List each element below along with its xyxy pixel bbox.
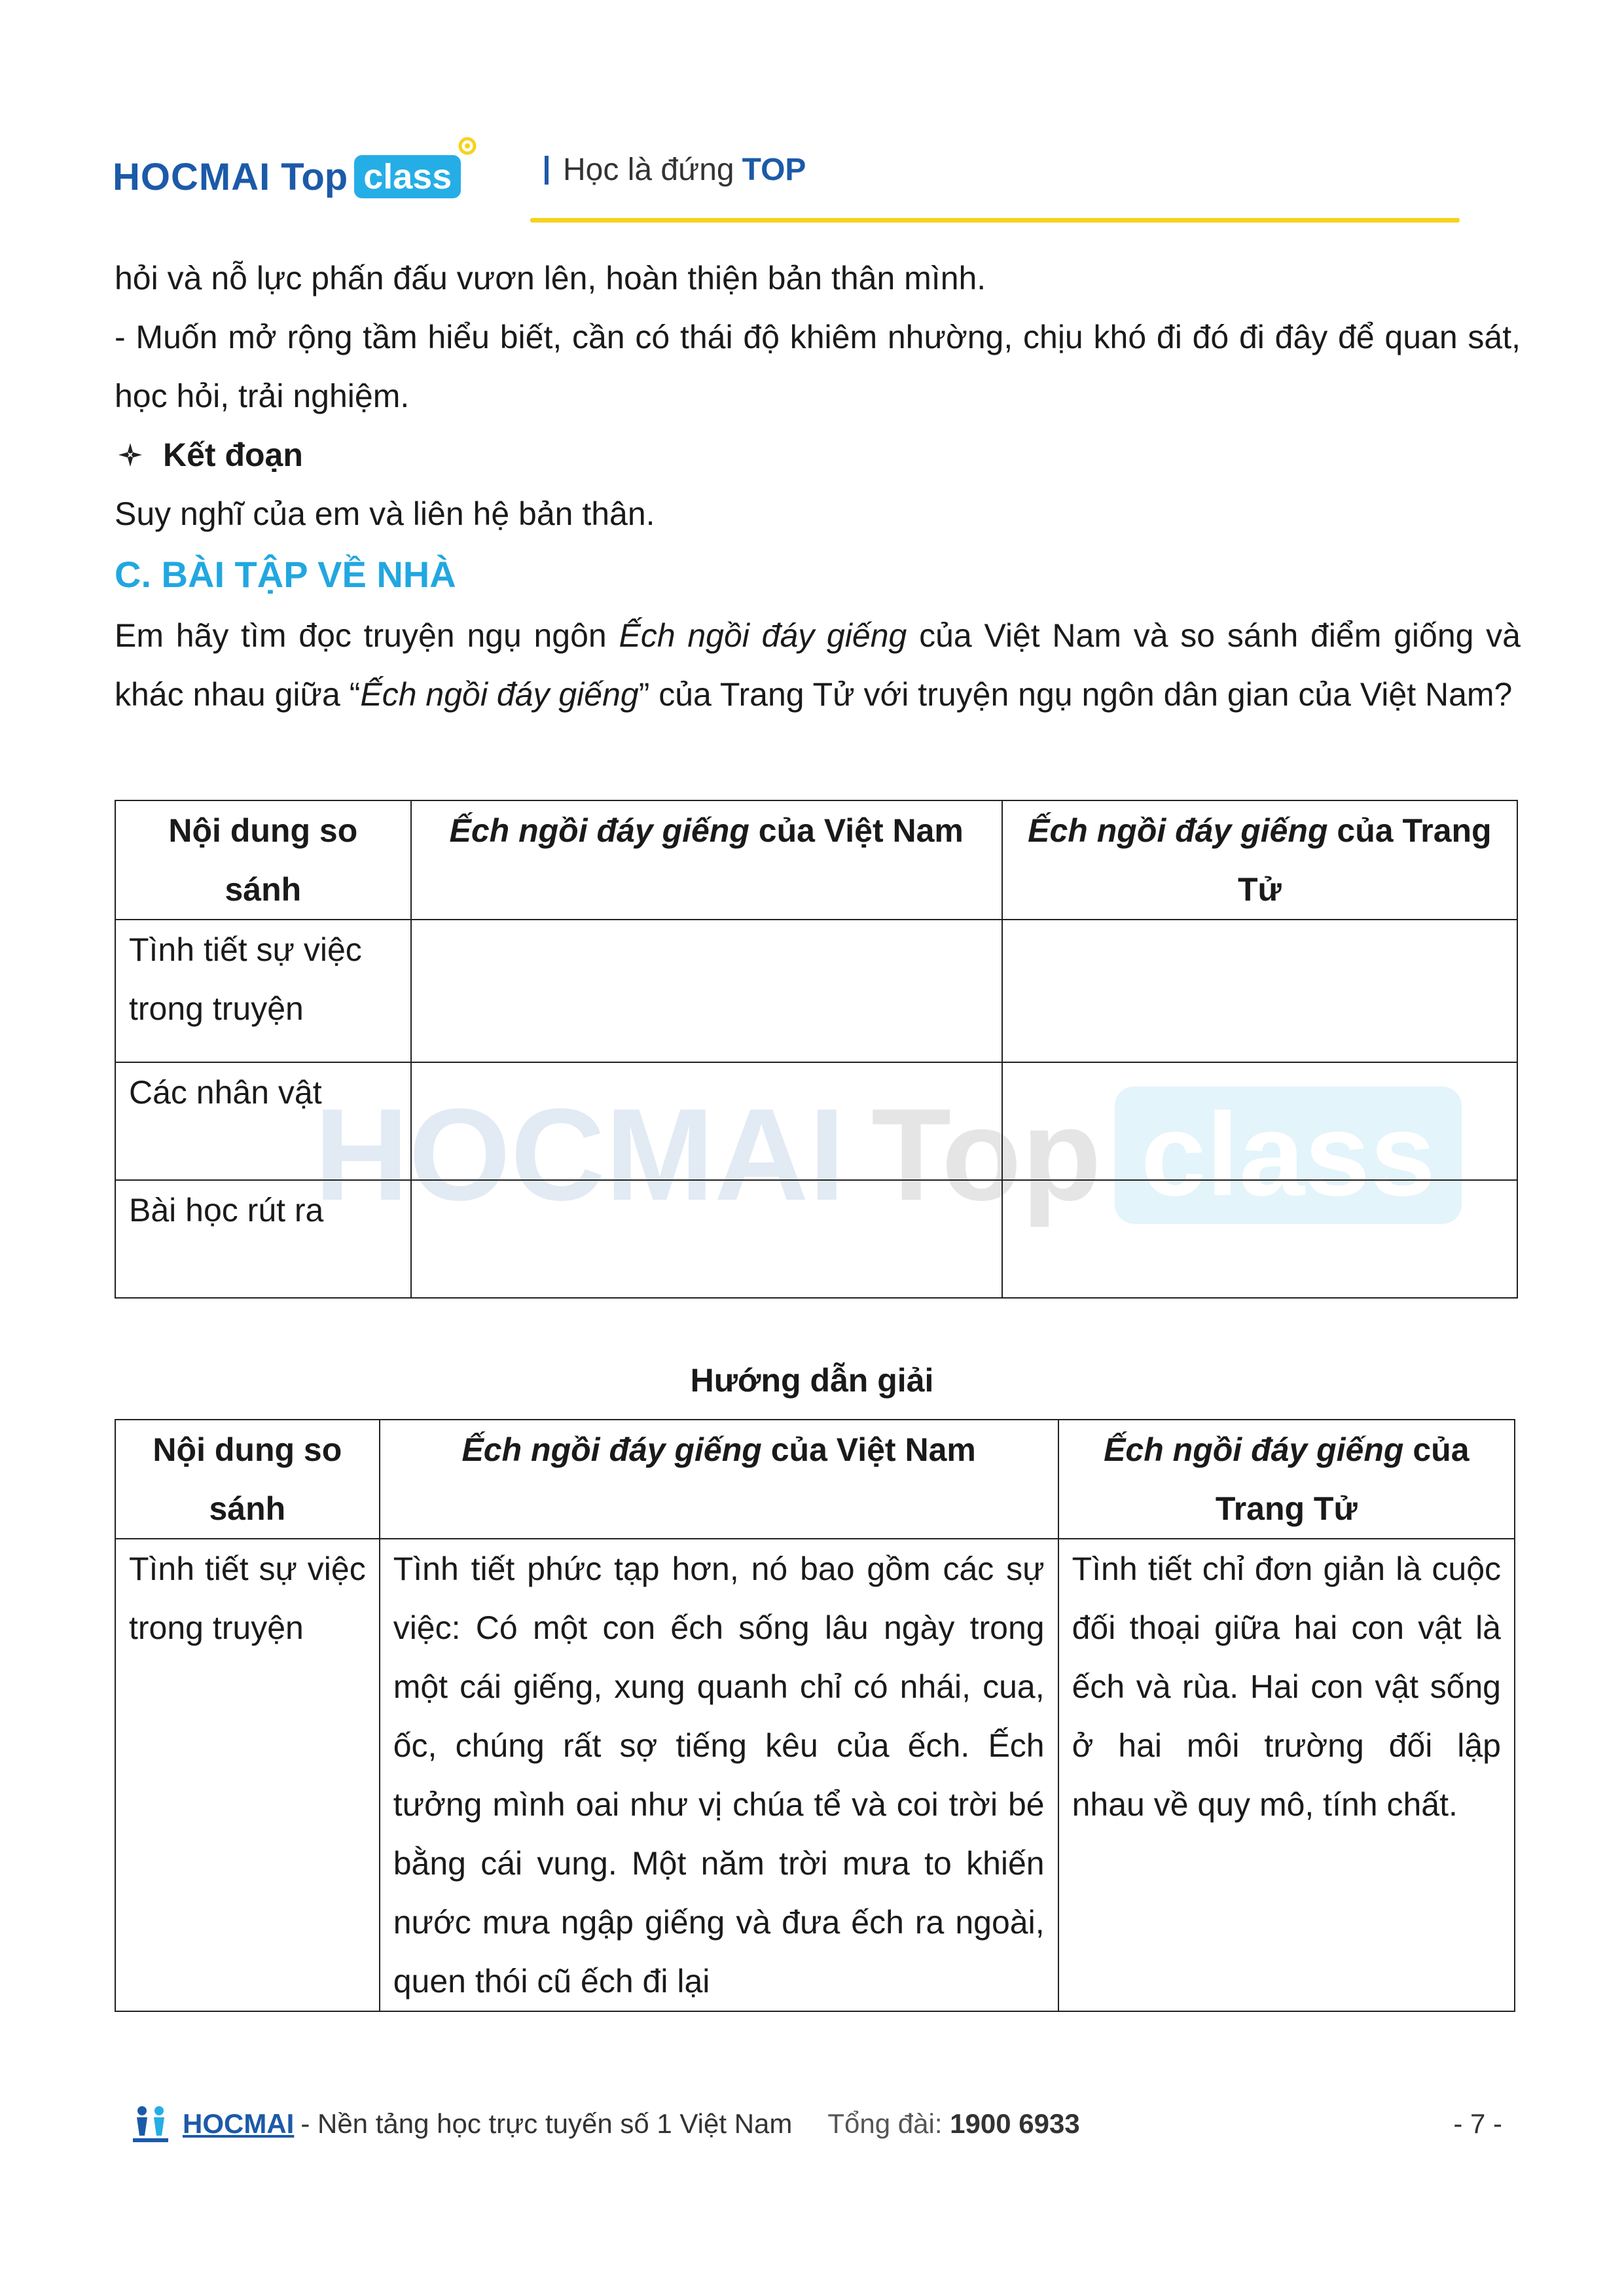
header-content-compare: Nội dung so sánh bbox=[115, 1420, 380, 1539]
diamond-bullet-icon bbox=[115, 439, 146, 471]
row-label-plot: Tình tiết sự việc trong truyện bbox=[115, 920, 411, 1062]
header-tt-version bbox=[1002, 800, 1517, 920]
empty-cell[interactable] bbox=[411, 1062, 1002, 1180]
row-label-lesson: Bài học rút ra bbox=[115, 1180, 411, 1298]
conclusion-text: Suy nghĩ của em và liên hệ bản thân. bbox=[115, 495, 655, 532]
header-vn-suffix: của Việt Nam bbox=[761, 1431, 976, 1468]
table-row bbox=[115, 1539, 1515, 2011]
header-content-compare: Nội dung so sánh bbox=[115, 800, 411, 920]
header-tt-title: Ếch ngồi đáy giếng bbox=[1028, 812, 1328, 849]
logo-class-badge bbox=[354, 155, 461, 198]
table-header-row bbox=[115, 1420, 1515, 1539]
header-vn-version bbox=[380, 1420, 1058, 1539]
logo-top-text: Top bbox=[281, 155, 348, 198]
table-row bbox=[115, 920, 1517, 1062]
bullet-heading bbox=[115, 425, 1521, 484]
exercise-text bbox=[115, 606, 1521, 724]
exercise-text-part2: của Việt Nam và so sánh điểm giống và khác nhau giữa “ bbox=[115, 617, 1521, 713]
hotline-number: 1900 6933 bbox=[950, 2108, 1080, 2139]
page-footer bbox=[128, 2101, 1502, 2147]
empty-cell[interactable] bbox=[1002, 1180, 1517, 1298]
exercise-text-part3: ” của Trang Tử với truyện ngụ ngôn dân gian của Việt Nam? bbox=[638, 676, 1513, 713]
exercise-text-part1: Em hãy tìm đọc truyện ngụ ngôn bbox=[115, 617, 619, 654]
hocmai-people-icon bbox=[128, 2103, 173, 2145]
header-vn-version bbox=[411, 800, 1002, 920]
watermark-class: class bbox=[1115, 1086, 1462, 1224]
row-label-plot: Tình tiết sự việc trong truyện bbox=[115, 1539, 380, 2011]
table-row bbox=[115, 1062, 1517, 1180]
watermark-top: Top bbox=[871, 1082, 1102, 1228]
bullet-heading-text: Kết đoạn bbox=[163, 437, 303, 473]
table-row bbox=[115, 1180, 1517, 1298]
slogan-prefix: Học là đứng bbox=[563, 152, 734, 187]
header-vn-suffix: của Việt Nam bbox=[749, 812, 964, 849]
footer-tagline: - Nền tảng học trực tuyến số 1 Việt Nam bbox=[300, 2108, 793, 2139]
page-body bbox=[115, 249, 1521, 724]
answer-vn-plot: Tình tiết phức tạp hơn, nó bao gồm các sự việc: Có một con ếch sống lâu ngày trong một cái giếng, xung quanh chỉ có nhái, cua, ốc, chúng rất sợ tiếng kêu của ếch. Ếch tưởng mình oai như vị chúa tể và coi trời bé bằng cái vung. Một năm trời mưa to khiến nước mưa ngập giếng và đưa ếch ra ngoài, quen thói cũ ếch đi lại bbox=[380, 1539, 1058, 2011]
header-vn-title: Ếch ngồi đáy giếng bbox=[461, 1431, 762, 1468]
header-divider bbox=[530, 218, 1460, 223]
slogan-bar bbox=[545, 156, 549, 185]
header-tt-version bbox=[1058, 1420, 1515, 1539]
comparison-table-empty bbox=[115, 800, 1518, 1299]
exercise-title-2: Ếch ngồi đáy giếng bbox=[360, 676, 639, 713]
answer-tt-plot: Tình tiết chỉ đơn giản là cuộc đối thoại giữa hai con vật là ếch và rùa. Hai con vật sống ở hai môi trường đối lập nhau về quy mô, tính chất. bbox=[1058, 1539, 1515, 2011]
header-tt-suffix: của Trang Tử bbox=[1238, 812, 1492, 908]
logo-hocmai-text: HOCMAI bbox=[113, 155, 271, 198]
empty-cell[interactable] bbox=[1002, 1062, 1517, 1180]
comparison-table-answers bbox=[115, 1419, 1515, 2012]
body-line-1: hỏi và nỗ lực phấn đấu vươn lên, hoàn thiện bản thân mình. bbox=[115, 260, 986, 296]
section-title: C. BÀI TẬP VỀ NHÀ bbox=[115, 554, 456, 595]
header-tt-title: Ếch ngồi đáy giếng bbox=[1104, 1431, 1404, 1468]
guide-heading: Hướng dẫn giải bbox=[690, 1362, 934, 1399]
header-vn-title: Ếch ngồi đáy giếng bbox=[449, 812, 749, 849]
footer-brand-link[interactable]: HOCMAI bbox=[183, 2108, 295, 2139]
table-header-row bbox=[115, 800, 1517, 920]
row-label-characters: Các nhân vật bbox=[115, 1062, 411, 1180]
header-tt-suffix: của Trang Tử bbox=[1215, 1431, 1470, 1527]
hocmai-topclass-logo bbox=[113, 151, 461, 203]
exercise-title-1: Ếch ngồi đáy giếng bbox=[619, 617, 907, 654]
empty-cell[interactable] bbox=[411, 920, 1002, 1062]
footer-hotline bbox=[827, 2108, 1079, 2140]
empty-cell[interactable] bbox=[1002, 920, 1517, 1062]
hotline-label: Tổng đài: bbox=[827, 2108, 943, 2139]
page-number: - 7 - bbox=[1453, 2108, 1502, 2139]
body-line-2: - Muốn mở rộng tầm hiểu biết, cần có thái độ khiêm nhường, chịu khó đi đó đi đây để quan sát, học hỏi, trải nghiệm. bbox=[115, 319, 1521, 414]
watermark-hocmai: HOCMAI bbox=[314, 1082, 846, 1228]
sun-icon bbox=[454, 133, 480, 159]
slogan bbox=[545, 152, 806, 188]
logo-class-text: class bbox=[363, 157, 452, 196]
empty-cell[interactable] bbox=[411, 1180, 1002, 1298]
slogan-top: TOP bbox=[742, 152, 806, 187]
